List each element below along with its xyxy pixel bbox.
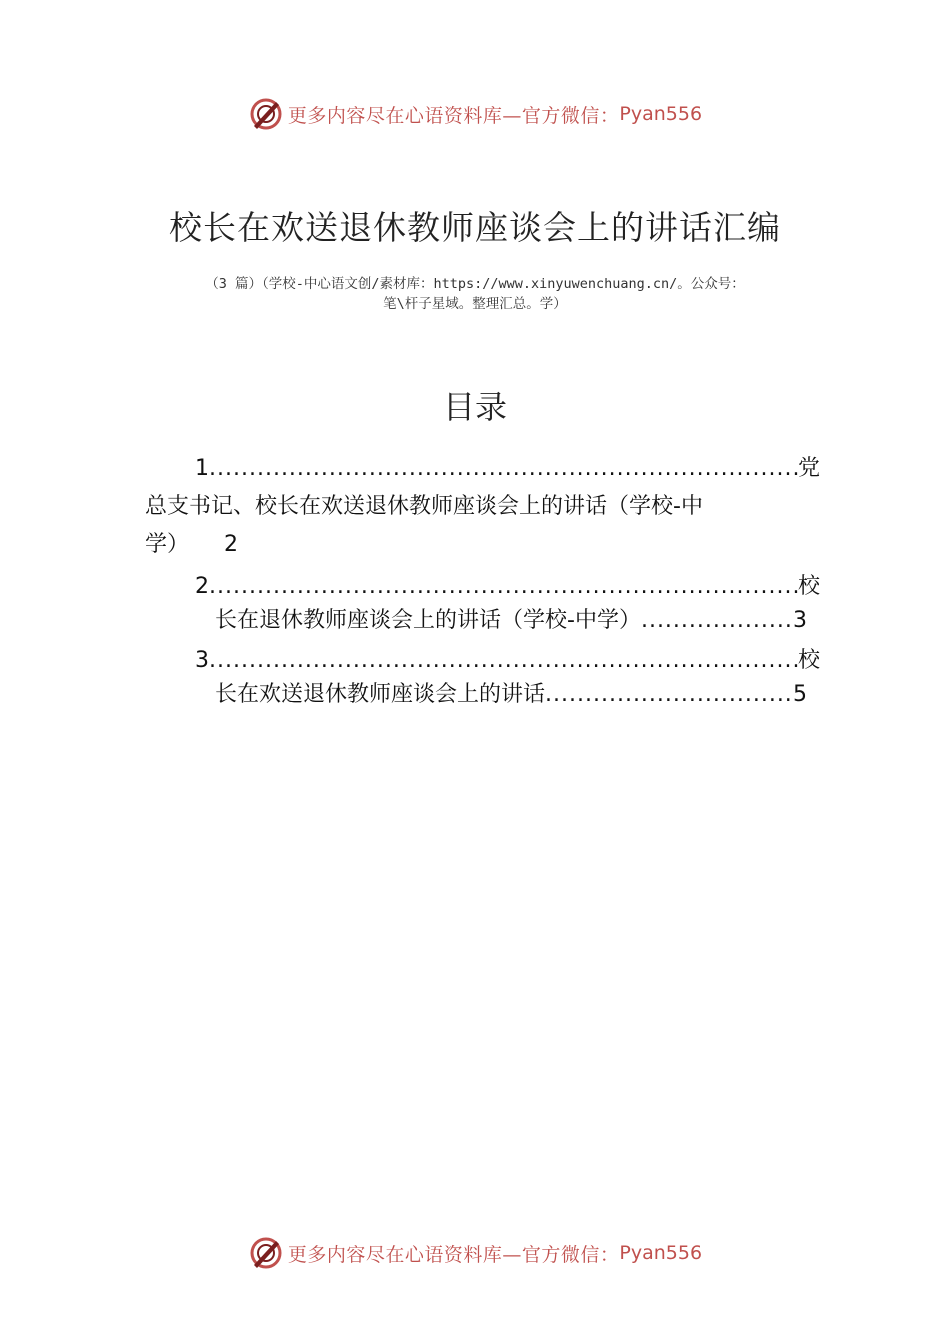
toc-leader-dots <box>641 604 793 638</box>
footer-banner <box>0 1233 950 1273</box>
toc-heading: 目录 <box>442 388 507 426</box>
toc-leader-dots <box>545 678 793 712</box>
toc-entry-first-char: 校 <box>797 648 820 673</box>
table-of-contents <box>145 450 820 712</box>
banner-wechat-id: Pyan556 <box>619 1242 703 1264</box>
toc-entry-number: 1 <box>195 456 209 481</box>
toc-leader-dots <box>209 570 798 604</box>
toc-entry-text: 总支书记、校长在欢送退休教师座谈会上的讲话（学校-中 <box>145 494 703 519</box>
banner-text: 更多内容尽在心语资料库—官方微信： <box>287 1243 620 1266</box>
toc-entry-first-char: 党 <box>797 456 820 481</box>
banner-wechat-id: Pyan556 <box>619 103 703 125</box>
toc-entry-2[interactable] <box>145 570 820 638</box>
document-subtitle <box>145 274 805 314</box>
toc-entry-page: 3 <box>793 608 807 633</box>
toc-entry-number: 2 <box>195 574 209 599</box>
subtitle-line-2: 笔\杆子星域。整理汇总。学） <box>383 296 567 312</box>
toc-entry-3[interactable] <box>145 644 820 712</box>
toc-entry-last: 学） <box>145 532 190 557</box>
toc-entry-page: 2 <box>224 532 239 557</box>
toc-entry-first-char: 校 <box>797 574 820 599</box>
pen-circle-logo-icon <box>248 96 284 132</box>
toc-entry-tail <box>145 526 820 564</box>
toc-entry-text: 长在退休教师座谈会上的讲话（学校-中学） <box>215 608 641 633</box>
pen-circle-logo-icon <box>248 1235 284 1271</box>
toc-leader-dots <box>209 450 798 488</box>
toc-leader-dots <box>209 644 798 678</box>
toc-entry-page: 5 <box>793 682 807 707</box>
toc-entry-1[interactable] <box>145 450 820 564</box>
banner-text: 更多内容尽在心语资料库—官方微信： <box>287 104 620 127</box>
header-banner <box>0 94 950 134</box>
toc-entry-number: 3 <box>195 648 209 673</box>
document-title: 校长在欢送退休教师座谈会上的讲话汇编 <box>169 208 781 247</box>
toc-entry-text: 长在欢送退休教师座谈会上的讲话 <box>215 682 546 707</box>
subtitle-line-1: （3 篇）（学校-中心语文创/素材库：https://www.xinyuwenchuang.cn/。公众号： <box>205 276 745 292</box>
